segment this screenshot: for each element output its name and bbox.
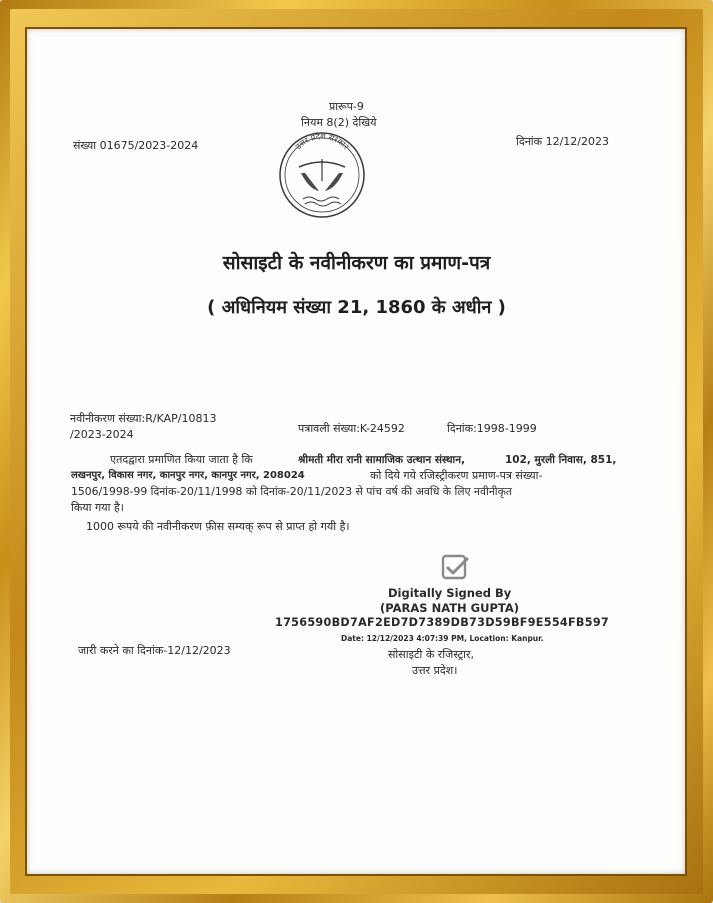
society-address-part1: 102, मुरली निवास, 851,	[505, 454, 617, 466]
signer-name: (PARAS NATH GUPTA)	[380, 601, 519, 615]
file-number: पत्रावली संख्या:K-24592	[298, 422, 405, 435]
certificate-subtitle: ( अधिनियम संख्या 21, 1860 के अधीन )	[207, 297, 506, 318]
registration-details: 1506/1998-99 दिनांक-20/11/1998 को दिनांक-20/11/2023 से पांच वर्ष की अवधि के लिए नवीनीकृत	[71, 485, 513, 498]
certificate-date: दिनांक 12/12/2023	[516, 135, 609, 148]
emblem-text: उत्तर प्रदेश सरकार	[293, 131, 351, 152]
signature-meta: Date: 12/12/2023 4:07:39 PM, Location: Kanpur.	[341, 634, 544, 643]
rule-reference: नियम 8(2) देखिये	[301, 116, 377, 129]
body-closing: किया गया है।	[71, 501, 124, 514]
certificate-serial: संख्या 01675/2023-2024	[73, 139, 199, 152]
form-number: प्रारूप-9	[329, 100, 364, 113]
society-name: श्रीमती मीरा रानी सामाजिक उत्थान संस्थान,	[298, 454, 466, 466]
signature-label: Digitally Signed By	[388, 586, 512, 600]
registrar-state: उत्तर प्रदेश।	[412, 664, 458, 677]
renewal-number-line1: नवीनीकरण संख्या:R/KAP/10813	[70, 412, 217, 425]
issue-date: जारी करने का दिनांक-12/12/2023	[78, 644, 231, 657]
registration-text: को दिये गये रजिस्ट्रीकरण प्रमाण-पत्र संख्या-	[370, 469, 543, 482]
body-intro: एतदद्वारा प्रमाणित किया जाता है कि	[110, 453, 253, 466]
fee-statement: 1000 रूपये की नवीनीकरण फ़ीस सम्यक् रूप से प्राप्त हो गयी है।	[86, 520, 350, 533]
registrar-title: सोसाइटी के रजिस्ट्रार,	[388, 648, 474, 661]
renewal-number-line2: /2023-2024	[70, 428, 134, 441]
signature-hash: 1756590BD7AF2ED7D7389DB73D59BF9E554FB597	[275, 616, 610, 629]
checkmark-icon	[440, 553, 470, 583]
certificate-title: सोसाइटी के नवीनीकरण का प्रमाण-पत्र	[222, 252, 491, 274]
society-address-part2: लखनपुर, विकास नगर, कानपुर नगर, कानपुर नगर, 208024	[71, 470, 305, 481]
file-date: दिनांक:1998-1999	[447, 422, 537, 435]
up-government-emblem	[279, 129, 365, 221]
svg-text:उत्तर प्रदेश सरकार	[294, 131, 351, 152]
